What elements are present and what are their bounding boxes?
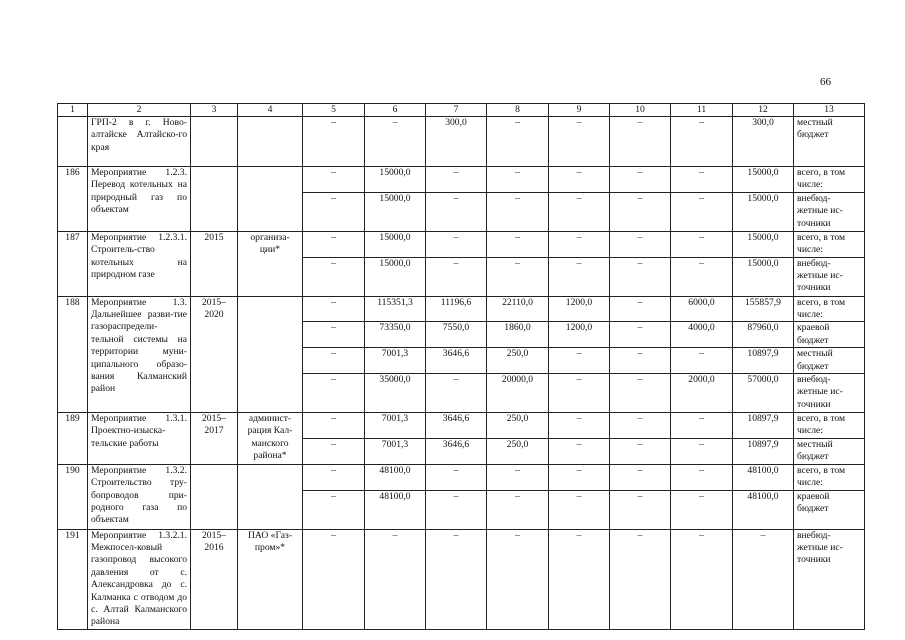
value-cell: –: [610, 192, 671, 231]
value-cell: –: [549, 374, 610, 413]
value-cell: 48100,0: [365, 490, 426, 529]
value-cell: –: [671, 438, 733, 464]
header-cell: 4: [238, 104, 303, 117]
value-cell: –: [610, 117, 671, 167]
value-cell: 15000,0: [365, 231, 426, 257]
value-cell: –: [303, 231, 365, 257]
value-cell: –: [487, 529, 549, 629]
value-cell: –: [426, 192, 487, 231]
value-cell: 250,0: [487, 438, 549, 464]
header-cell: 13: [794, 104, 865, 117]
value-cell: –: [303, 296, 365, 322]
value-cell: –: [303, 348, 365, 374]
value-cell: 7001,3: [365, 438, 426, 464]
measure-name: Мероприятие 1.2.3. Перевод котельных на природный газ по объектам: [88, 167, 191, 232]
executor-cell: админист-рация Кал-манского района*: [238, 413, 303, 465]
value-cell: 115351,3: [365, 296, 426, 322]
value-cell: 73350,0: [365, 322, 426, 348]
years-cell: 2015–2020: [191, 296, 238, 412]
table-row: [58, 413, 865, 439]
header-cell: 12: [733, 104, 794, 117]
value-cell: –: [487, 257, 549, 296]
value-cell: –: [365, 117, 426, 167]
value-cell: –: [671, 167, 733, 193]
value-cell: 7001,3: [365, 413, 426, 439]
funding-source: краевой бюджет: [794, 322, 865, 348]
row-number: 191: [58, 529, 88, 629]
value-cell: 15000,0: [365, 257, 426, 296]
row-number: 189: [58, 413, 88, 465]
executor-cell: [238, 296, 303, 412]
executor-cell: организа-ции*: [238, 231, 303, 296]
header-cell: 11: [671, 104, 733, 117]
value-cell: –: [487, 117, 549, 167]
value-cell: 3646,6: [426, 348, 487, 374]
value-cell: 4000,0: [671, 322, 733, 348]
funding-source: всего, в том числе:: [794, 231, 865, 257]
budget-table: [57, 103, 865, 630]
table-row: [58, 231, 865, 257]
value-cell: –: [610, 490, 671, 529]
value-cell: –: [610, 413, 671, 439]
header-cell: 7: [426, 104, 487, 117]
value-cell: –: [671, 117, 733, 167]
value-cell: –: [303, 490, 365, 529]
header-row: [58, 104, 865, 117]
value-cell: –: [610, 296, 671, 322]
value-cell: 300,0: [733, 117, 794, 167]
funding-source: внебюд-жетные ис-точники: [794, 257, 865, 296]
row-number: 190: [58, 464, 88, 529]
value-cell: –: [610, 374, 671, 413]
value-cell: –: [487, 464, 549, 490]
value-cell: –: [549, 257, 610, 296]
value-cell: 250,0: [487, 348, 549, 374]
value-cell: –: [426, 374, 487, 413]
value-cell: –: [610, 257, 671, 296]
value-cell: –: [549, 464, 610, 490]
value-cell: 3646,6: [426, 438, 487, 464]
header-cell: 3: [191, 104, 238, 117]
header-cell: 1: [58, 104, 88, 117]
header-cell: 2: [88, 104, 191, 117]
table-row: [58, 296, 865, 322]
row-number: 186: [58, 167, 88, 232]
value-cell: –: [487, 231, 549, 257]
measure-name: ГРП-2 в г. Ново-алтайске Алтайско-го края: [88, 117, 191, 167]
funding-source: местный бюджет: [794, 117, 865, 167]
funding-source: внебюд-жетные ис-точники: [794, 192, 865, 231]
value-cell: 48100,0: [733, 490, 794, 529]
value-cell: 300,0: [426, 117, 487, 167]
value-cell: –: [549, 529, 610, 629]
value-cell: 10897,9: [733, 438, 794, 464]
executor-cell: [238, 464, 303, 529]
value-cell: 10897,9: [733, 348, 794, 374]
value-cell: 7001,3: [365, 348, 426, 374]
table-row: [58, 167, 865, 193]
funding-source: всего, в том числе:: [794, 413, 865, 439]
years-cell: 2015: [191, 231, 238, 296]
value-cell: –: [610, 438, 671, 464]
value-cell: –: [549, 231, 610, 257]
value-cell: –: [733, 529, 794, 629]
value-cell: –: [303, 529, 365, 629]
value-cell: 15000,0: [365, 167, 426, 193]
value-cell: –: [549, 192, 610, 231]
value-cell: 1200,0: [549, 322, 610, 348]
funding-source: всего, в том числе:: [794, 167, 865, 193]
value-cell: –: [303, 257, 365, 296]
value-cell: 15000,0: [733, 257, 794, 296]
value-cell: –: [671, 529, 733, 629]
measure-name: Мероприятие 1.2.3.1. Строитель-ство котельных на природном газе: [88, 231, 191, 296]
value-cell: –: [426, 529, 487, 629]
value-cell: –: [610, 322, 671, 348]
value-cell: –: [426, 464, 487, 490]
value-cell: –: [610, 464, 671, 490]
table-row: [58, 117, 865, 167]
value-cell: –: [426, 167, 487, 193]
measure-name: Мероприятие 1.3.2. Строительство тру-бопроводов при-родного газа по объектам: [88, 464, 191, 529]
funding-source: краевой бюджет: [794, 490, 865, 529]
value-cell: 15000,0: [733, 192, 794, 231]
value-cell: –: [303, 192, 365, 231]
measure-name: Мероприятие 1.3. Дальнейшее разви-тие газораспредели-тельной системы на территории муни-ципального образо-вания Калманский район: [88, 296, 191, 412]
value-cell: –: [303, 413, 365, 439]
years-cell: 2015–2016: [191, 529, 238, 629]
value-cell: –: [303, 117, 365, 167]
value-cell: 6000,0: [671, 296, 733, 322]
value-cell: 15000,0: [365, 192, 426, 231]
value-cell: –: [303, 438, 365, 464]
value-cell: –: [671, 192, 733, 231]
value-cell: 15000,0: [733, 231, 794, 257]
header-cell: 8: [487, 104, 549, 117]
value-cell: 1200,0: [549, 296, 610, 322]
value-cell: 2000,0: [671, 374, 733, 413]
value-cell: –: [303, 464, 365, 490]
value-cell: –: [610, 167, 671, 193]
value-cell: 15000,0: [733, 167, 794, 193]
value-cell: –: [426, 231, 487, 257]
value-cell: –: [671, 413, 733, 439]
value-cell: –: [303, 167, 365, 193]
value-cell: –: [303, 322, 365, 348]
value-cell: 35000,0: [365, 374, 426, 413]
value-cell: –: [487, 490, 549, 529]
value-cell: –: [671, 464, 733, 490]
value-cell: –: [549, 490, 610, 529]
row-number: [58, 117, 88, 167]
value-cell: –: [671, 231, 733, 257]
executor-cell: ПАО «Газ-пром»*: [238, 529, 303, 629]
value-cell: –: [365, 529, 426, 629]
value-cell: 48100,0: [365, 464, 426, 490]
value-cell: –: [487, 192, 549, 231]
value-cell: 1860,0: [487, 322, 549, 348]
funding-source: внебюд-жетные ис-точники: [794, 374, 865, 413]
value-cell: 3646,6: [426, 413, 487, 439]
years-cell: [191, 167, 238, 232]
funding-source: местный бюджет: [794, 348, 865, 374]
years-cell: 2015–2017: [191, 413, 238, 465]
row-number: 188: [58, 296, 88, 412]
funding-source: внебюд-жетные ис-точники: [794, 529, 865, 629]
header-cell: 6: [365, 104, 426, 117]
table-body: [58, 117, 865, 630]
value-cell: –: [671, 257, 733, 296]
header-cell: 10: [610, 104, 671, 117]
value-cell: –: [549, 348, 610, 374]
funding-source: всего, в том числе:: [794, 296, 865, 322]
value-cell: 57000,0: [733, 374, 794, 413]
measure-name: Мероприятие 1.3.2.1. Межпосел-ковый газопровод высокого давления от с. Александровка до с. Калманка с отводом до с. Алтай Калманского района: [88, 529, 191, 629]
value-cell: –: [303, 374, 365, 413]
header-cell: 5: [303, 104, 365, 117]
value-cell: –: [610, 348, 671, 374]
value-cell: –: [671, 348, 733, 374]
header-cell: 9: [549, 104, 610, 117]
years-cell: [191, 117, 238, 167]
years-cell: [191, 464, 238, 529]
value-cell: –: [610, 231, 671, 257]
value-cell: –: [671, 490, 733, 529]
value-cell: –: [610, 529, 671, 629]
value-cell: –: [549, 167, 610, 193]
value-cell: 11196,6: [426, 296, 487, 322]
value-cell: –: [549, 438, 610, 464]
funding-source: всего, в том числе:: [794, 464, 865, 490]
value-cell: 48100,0: [733, 464, 794, 490]
page-number: 66: [820, 76, 831, 88]
value-cell: 7550,0: [426, 322, 487, 348]
value-cell: –: [426, 490, 487, 529]
value-cell: 22110,0: [487, 296, 549, 322]
value-cell: –: [549, 117, 610, 167]
funding-source: местный бюджет: [794, 438, 865, 464]
value-cell: 20000,0: [487, 374, 549, 413]
value-cell: 10897,9: [733, 413, 794, 439]
executor-cell: [238, 117, 303, 167]
table-row: [58, 464, 865, 490]
value-cell: –: [426, 257, 487, 296]
measure-name: Мероприятие 1.3.1. Проектно-изыска-тельские работы: [88, 413, 191, 465]
value-cell: 87960,0: [733, 322, 794, 348]
value-cell: –: [487, 167, 549, 193]
value-cell: 250,0: [487, 413, 549, 439]
value-cell: –: [549, 413, 610, 439]
value-cell: 155857,9: [733, 296, 794, 322]
executor-cell: [238, 167, 303, 232]
table-row: [58, 529, 865, 629]
row-number: 187: [58, 231, 88, 296]
